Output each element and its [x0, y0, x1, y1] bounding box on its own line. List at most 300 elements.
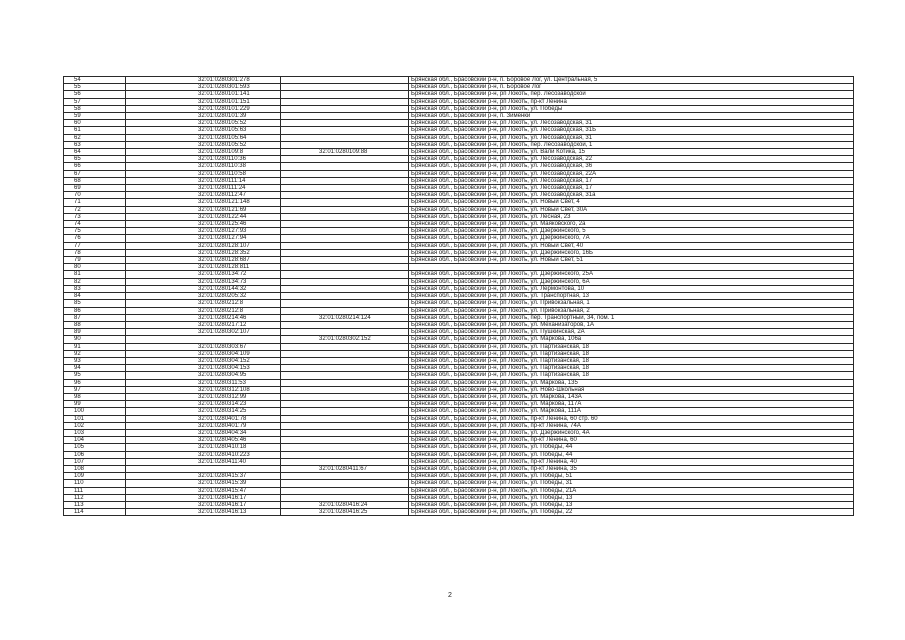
- cadastral-number-cell: 32:01:0280312:99: [126, 393, 281, 400]
- row-number-cell: 55: [64, 84, 126, 91]
- cadastral-number-cell: 32:01:0280404:34: [126, 429, 281, 436]
- row-number-cell: 113: [64, 501, 126, 508]
- linked-cadastral-number-cell: 32:01:0280214:124: [281, 314, 409, 321]
- row-number-cell: 94: [64, 365, 126, 372]
- address-cell: Брянская обл., Брасовский р-н, рп Локоть, ул. Маркова, 111А: [409, 408, 854, 415]
- linked-cadastral-number-cell: [281, 120, 409, 127]
- cadastral-number-cell: 32:01:0280401:78: [126, 415, 281, 422]
- table-row: [64, 271, 854, 278]
- row-number-cell: 66: [64, 163, 126, 170]
- row-number-cell: 77: [64, 242, 126, 249]
- row-number-cell: 102: [64, 422, 126, 429]
- linked-cadastral-number-cell: [281, 437, 409, 444]
- cadastral-number-cell: 32:01:0280144:32: [126, 285, 281, 292]
- cadastral-number-cell: 32:01:0280410:18: [126, 444, 281, 451]
- row-number-cell: 73: [64, 213, 126, 220]
- row-number-cell: 76: [64, 235, 126, 242]
- row-number-cell: 101: [64, 415, 126, 422]
- address-cell: Брянская обл., Брасовский р-н, рп Локоть, ул. Транспортная, 13: [409, 293, 854, 300]
- table-row: [64, 221, 854, 228]
- linked-cadastral-number-cell: [281, 422, 409, 429]
- cadastral-number-cell: 32:01:0280314:23: [126, 401, 281, 408]
- table-row: [64, 156, 854, 163]
- linked-cadastral-number-cell: [281, 206, 409, 213]
- row-number-cell: 59: [64, 113, 126, 120]
- address-cell: Брянская обл., Брасовский р-н, рп Локоть, ул. Дзержинского, 7А: [409, 235, 854, 242]
- linked-cadastral-number-cell: [281, 444, 409, 451]
- address-cell: Брянская обл., Брасовский р-н, рп Локоть, ул. Победы, 21А: [409, 487, 854, 494]
- row-number-cell: 54: [64, 77, 126, 84]
- address-cell: Брянская обл., Брасовский р-н, рп Локоть, ул. Новый Свет, 40: [409, 242, 854, 249]
- table-row: [64, 437, 854, 444]
- linked-cadastral-number-cell: [281, 321, 409, 328]
- address-cell: Брянская обл., Брасовский р-н, рп Локоть, ул. Привокзальная, 2: [409, 307, 854, 314]
- address-cell: Брянская обл., Брасовский р-н, рп Локоть, ул. Дзержинского, 5: [409, 228, 854, 235]
- linked-cadastral-number-cell: [281, 113, 409, 120]
- address-cell: Брянская обл., Брасовский р-н, рп Локоть, ул. Лесозаводская, 36: [409, 163, 854, 170]
- cadastral-number-cell: 32:01:0280125:46: [126, 221, 281, 228]
- row-number-cell: 79: [64, 257, 126, 264]
- cadastral-number-cell: 32:01:0280205:32: [126, 293, 281, 300]
- linked-cadastral-number-cell: [281, 350, 409, 357]
- linked-cadastral-number-cell: [281, 429, 409, 436]
- row-number-cell: 103: [64, 429, 126, 436]
- cadastral-number-cell: 32:01:0280304:152: [126, 357, 281, 364]
- table-row: [64, 300, 854, 307]
- cadastral-number-cell: 32:01:0280217:12: [126, 321, 281, 328]
- table-row: [64, 149, 854, 156]
- linked-cadastral-number-cell: [281, 415, 409, 422]
- address-cell: Брянская обл., Брасовский р-н, рп Локоть, ул. Дзержинского, 4А: [409, 429, 854, 436]
- linked-cadastral-number-cell: [281, 221, 409, 228]
- row-number-cell: 98: [64, 393, 126, 400]
- linked-cadastral-number-cell: [281, 199, 409, 206]
- cadastral-number-cell: 32:01:0280127:94: [126, 235, 281, 242]
- linked-cadastral-number-cell: [281, 228, 409, 235]
- row-number-cell: 91: [64, 343, 126, 350]
- linked-cadastral-number-cell: [281, 357, 409, 364]
- property-table: [63, 76, 854, 516]
- linked-cadastral-number-cell: [281, 257, 409, 264]
- page-number: 2: [448, 592, 452, 599]
- row-number-cell: 87: [64, 314, 126, 321]
- linked-cadastral-number-cell: [281, 458, 409, 465]
- address-cell: [409, 264, 854, 271]
- linked-cadastral-number-cell: [281, 307, 409, 314]
- linked-cadastral-number-cell: [281, 213, 409, 220]
- linked-cadastral-number-cell: [281, 105, 409, 112]
- row-number-cell: 65: [64, 156, 126, 163]
- cadastral-number-cell: 32:01:0280405:46: [126, 437, 281, 444]
- linked-cadastral-number-cell: 32:01:0280416:24: [281, 501, 409, 508]
- row-number-cell: 112: [64, 494, 126, 501]
- table-row: [64, 473, 854, 480]
- table-row: [64, 91, 854, 98]
- table-row: [64, 501, 854, 508]
- address-cell: Брянская обл., Брасовский р-н, рп Локоть, ул. Лесозаводская, 17: [409, 185, 854, 192]
- linked-cadastral-number-cell: [281, 177, 409, 184]
- cadastral-number-cell: [126, 336, 281, 343]
- cadastral-number-cell: 32:01:0280101:229: [126, 105, 281, 112]
- table-row: [64, 365, 854, 372]
- address-cell: Брянская обл., Брасовский р-н, рп Локоть, пер. Лесозаводской, 1: [409, 141, 854, 148]
- table-row: [64, 314, 854, 321]
- table-row: [64, 192, 854, 199]
- row-number-cell: 82: [64, 278, 126, 285]
- address-cell: Брянская обл., Брасовский р-н, рп Локоть, ул. Партизанская, 18: [409, 372, 854, 379]
- linked-cadastral-number-cell: 32:01:0280302:152: [281, 336, 409, 343]
- cadastral-number-cell: 32:01:0280134:72: [126, 271, 281, 278]
- table-row: [64, 120, 854, 127]
- row-number-cell: 92: [64, 350, 126, 357]
- address-cell: Брянская обл., Брасовский р-н, рп Локоть, ул. Партизанская, 18: [409, 365, 854, 372]
- cadastral-number-cell: 32:01:0280134:73: [126, 278, 281, 285]
- linked-cadastral-number-cell: 32:01:0280411:67: [281, 465, 409, 472]
- row-number-cell: 88: [64, 321, 126, 328]
- table-row: [64, 242, 854, 249]
- address-cell: Брянская обл., Брасовский р-н, рп Локоть, ул. Новый Свет, 51: [409, 257, 854, 264]
- cadastral-number-cell: 32:01:0280128:352: [126, 249, 281, 256]
- row-number-cell: 86: [64, 307, 126, 314]
- row-number-cell: 81: [64, 271, 126, 278]
- cadastral-number-cell: 32:01:0280105:52: [126, 141, 281, 148]
- row-number-cell: 61: [64, 127, 126, 134]
- cadastral-number-cell: 32:01:0280410:223: [126, 451, 281, 458]
- address-cell: Брянская обл., Брасовский р-н, рп Локоть, ул. Лесозаводская, 22А: [409, 170, 854, 177]
- row-number-cell: 68: [64, 177, 126, 184]
- linked-cadastral-number-cell: [281, 249, 409, 256]
- cadastral-number-cell: 32:01:0280301:278: [126, 77, 281, 84]
- linked-cadastral-number-cell: [281, 480, 409, 487]
- cadastral-number-cell: 32:01:0280110:38: [126, 163, 281, 170]
- linked-cadastral-number-cell: 32:01:0280109:88: [281, 149, 409, 156]
- linked-cadastral-number-cell: [281, 365, 409, 372]
- cadastral-number-cell: 32:01:0280121:148: [126, 199, 281, 206]
- row-number-cell: 89: [64, 329, 126, 336]
- row-number-cell: 58: [64, 105, 126, 112]
- table-row: [64, 105, 854, 112]
- table-row: [64, 350, 854, 357]
- row-number-cell: 63: [64, 141, 126, 148]
- address-cell: Брянская обл., Брасовский р-н, рп Локоть, ул. Новый Свет, 4: [409, 199, 854, 206]
- row-number-cell: 96: [64, 379, 126, 386]
- table-row: [64, 357, 854, 364]
- cadastral-number-cell: 32:01:0280401:79: [126, 422, 281, 429]
- address-cell: Брянская обл., Брасовский р-н, рп Локоть, ул. Лесозаводская, 17: [409, 177, 854, 184]
- address-cell: Брянская обл., Брасовский р-н, рп Локоть, ул. Маяковского, 2а: [409, 221, 854, 228]
- cadastral-number-cell: 32:01:0280415:37: [126, 473, 281, 480]
- linked-cadastral-number-cell: [281, 271, 409, 278]
- cadastral-number-cell: 32:01:0280415:47: [126, 487, 281, 494]
- linked-cadastral-number-cell: [281, 156, 409, 163]
- linked-cadastral-number-cell: [281, 393, 409, 400]
- address-cell: Брянская обл., Брасовский р-н, п. Зименки: [409, 113, 854, 120]
- linked-cadastral-number-cell: [281, 343, 409, 350]
- cadastral-number-cell: 32:01:0280416:17: [126, 501, 281, 508]
- address-cell: Брянская обл., Брасовский р-н, рп Локоть, пр-кт Ленина, 35: [409, 465, 854, 472]
- table-row: [64, 84, 854, 91]
- address-cell: Брянская обл., Брасовский р-н, рп Локоть, ул. Ново-Школьная: [409, 386, 854, 393]
- table-row: [64, 249, 854, 256]
- address-cell: Брянская обл., Брасовский р-н, рп Локоть, ул. Партизанская, 18: [409, 343, 854, 350]
- address-cell: Брянская обл., Брасовский р-н, рп Локоть, ул. Маркова, 106а: [409, 336, 854, 343]
- table-row: [64, 113, 854, 120]
- linked-cadastral-number-cell: [281, 386, 409, 393]
- linked-cadastral-number-cell: [281, 451, 409, 458]
- cadastral-number-cell: 32:01:0280416:13: [126, 509, 281, 516]
- cadastral-number-cell: 32:01:0280128:107: [126, 242, 281, 249]
- row-number-cell: 71: [64, 199, 126, 206]
- row-number-cell: 56: [64, 91, 126, 98]
- cadastral-number-cell: 32:01:0280304:109: [126, 350, 281, 357]
- table-row: [64, 509, 854, 516]
- linked-cadastral-number-cell: [281, 170, 409, 177]
- address-cell: Брянская обл., Брасовский р-н, рп Локоть, ул. Вали Котика, 15: [409, 149, 854, 156]
- cadastral-number-cell: 32:01:0280110:58: [126, 170, 281, 177]
- address-cell: Брянская обл., Брасовский р-н, рп Локоть, ул. Дзержинского, 6А: [409, 278, 854, 285]
- linked-cadastral-number-cell: [281, 235, 409, 242]
- row-number-cell: 78: [64, 249, 126, 256]
- row-number-cell: 75: [64, 228, 126, 235]
- cadastral-number-cell: 32:01:0280109:8: [126, 149, 281, 156]
- cadastral-number-cell: 32:01:0280111:24: [126, 185, 281, 192]
- table-row: [64, 127, 854, 134]
- table-row: [64, 480, 854, 487]
- table-row: [64, 264, 854, 271]
- table-row: [64, 336, 854, 343]
- cadastral-number-cell: 32:01:0280101:141: [126, 91, 281, 98]
- address-cell: Брянская обл., Брасовский р-н, рп Локоть, ул. Лесная, 23: [409, 213, 854, 220]
- address-cell: Брянская обл., Брасовский р-н, рп Локоть, ул. Победы: [409, 105, 854, 112]
- address-cell: Брянская обл., Брасовский р-н, рп Локоть, ул. Пушкинская, 2А: [409, 329, 854, 336]
- address-cell: Брянская обл., Брасовский р-н, рп Локоть, пр-кт Ленина, 60 стр. 60: [409, 415, 854, 422]
- address-cell: Брянская обл., Брасовский р-н, рп Локоть, ул. Победы, 44: [409, 451, 854, 458]
- linked-cadastral-number-cell: [281, 473, 409, 480]
- address-cell: Брянская обл., Брасовский р-н, рп Локоть, ул. Лесозаводская, 31а: [409, 192, 854, 199]
- table-row: [64, 134, 854, 141]
- table-row: [64, 98, 854, 105]
- cadastral-number-cell: 32:01:0280301:593: [126, 84, 281, 91]
- table-row: [64, 386, 854, 393]
- table-row: [64, 444, 854, 451]
- row-number-cell: 97: [64, 386, 126, 393]
- linked-cadastral-number-cell: [281, 372, 409, 379]
- cadastral-number-cell: 32:01:0280101:151: [126, 98, 281, 105]
- row-number-cell: 57: [64, 98, 126, 105]
- linked-cadastral-number-cell: [281, 163, 409, 170]
- cadastral-number-cell: 32:01:0280112:47: [126, 192, 281, 199]
- linked-cadastral-number-cell: [281, 141, 409, 148]
- address-cell: Брянская обл., Брасовский р-н, рп Локоть, ул. Победы, 22: [409, 509, 854, 516]
- cadastral-number-cell: 32:01:0280105:64: [126, 134, 281, 141]
- table-row: [64, 213, 854, 220]
- cadastral-number-cell: 32:01:0280101:39: [126, 113, 281, 120]
- row-number-cell: 80: [64, 264, 126, 271]
- address-cell: Брянская обл., Брасовский р-н, рп Локоть, ул. Маркова, 117А: [409, 401, 854, 408]
- linked-cadastral-number-cell: [281, 242, 409, 249]
- address-cell: Брянская обл., Брасовский р-н, рп Локоть, пер. Транспортный, 34, пом. 1: [409, 314, 854, 321]
- cadastral-number-cell: 32:01:0280416:17: [126, 494, 281, 501]
- table-row: [64, 163, 854, 170]
- address-cell: Брянская обл., Брасовский р-н, рп Локоть, ул. Победы, 13: [409, 501, 854, 508]
- linked-cadastral-number-cell: [281, 84, 409, 91]
- cadastral-number-cell: 32:01:0280214:46: [126, 314, 281, 321]
- cadastral-number-cell: 32:01:0280111:14: [126, 177, 281, 184]
- table-row: [64, 170, 854, 177]
- table-row: [64, 487, 854, 494]
- table-row: [64, 451, 854, 458]
- linked-cadastral-number-cell: [281, 77, 409, 84]
- table-row: [64, 77, 854, 84]
- address-cell: Брянская обл., Брасовский р-н, рп Локоть, пр-кт Ленина, 40: [409, 458, 854, 465]
- cadastral-number-cell: 32:01:0280128:687: [126, 257, 281, 264]
- address-cell: Брянская обл., Брасовский р-н, рп Локоть, ул. Механизаторов, 1А: [409, 321, 854, 328]
- address-cell: Брянская обл., Брасовский р-н, рп Локоть, ул. Партизанская, 18: [409, 357, 854, 364]
- table-row: [64, 141, 854, 148]
- row-number-cell: 70: [64, 192, 126, 199]
- row-number-cell: 108: [64, 465, 126, 472]
- table-row: [64, 379, 854, 386]
- linked-cadastral-number-cell: 32:01:0280416:25: [281, 509, 409, 516]
- cadastral-number-cell: 32:01:0280212:8: [126, 300, 281, 307]
- table-row: [64, 393, 854, 400]
- row-number-cell: 110: [64, 480, 126, 487]
- address-cell: Брянская обл., Брасовский р-н, рп Локоть, ул. Лермонтова, 10: [409, 285, 854, 292]
- linked-cadastral-number-cell: [281, 379, 409, 386]
- table-row: [64, 199, 854, 206]
- linked-cadastral-number-cell: [281, 192, 409, 199]
- row-number-cell: 100: [64, 408, 126, 415]
- cadastral-number-cell: 32:01:0280311:53: [126, 379, 281, 386]
- property-table-body: [64, 77, 854, 516]
- address-cell: Брянская обл., Брасовский р-н, рп Локоть, ул. Лесозаводская, 22: [409, 156, 854, 163]
- row-number-cell: 105: [64, 444, 126, 451]
- row-number-cell: 60: [64, 120, 126, 127]
- row-number-cell: 106: [64, 451, 126, 458]
- cadastral-number-cell: 32:01:0280312:108: [126, 386, 281, 393]
- table-row: [64, 285, 854, 292]
- row-number-cell: 74: [64, 221, 126, 228]
- address-cell: Брянская обл., Брасовский р-н, п. Боровое Лог: [409, 84, 854, 91]
- linked-cadastral-number-cell: [281, 401, 409, 408]
- row-number-cell: 109: [64, 473, 126, 480]
- address-cell: Брянская обл., Брасовский р-н, рп Локоть, ул. Победы, 51: [409, 473, 854, 480]
- table-row: [64, 494, 854, 501]
- cadastral-number-cell: 32:01:0280128:811: [126, 264, 281, 271]
- address-cell: Брянская обл., Брасовский р-н, рп Локоть, пр-кт Ленина, 74А: [409, 422, 854, 429]
- linked-cadastral-number-cell: [281, 487, 409, 494]
- address-cell: Брянская обл., Брасовский р-н, рп Локоть, ул. Дзержинского, 16Б: [409, 249, 854, 256]
- linked-cadastral-number-cell: [281, 127, 409, 134]
- row-number-cell: 67: [64, 170, 126, 177]
- cadastral-number-cell: 32:01:0280110:36: [126, 156, 281, 163]
- address-cell: Брянская обл., Брасовский р-н, рп Локоть, ул. Победы, 13: [409, 494, 854, 501]
- linked-cadastral-number-cell: [281, 264, 409, 271]
- cadastral-number-cell: 32:01:0280415:39: [126, 480, 281, 487]
- cadastral-number-cell: 32:01:0280122:44: [126, 213, 281, 220]
- address-cell: Брянская обл., Брасовский р-н, рп Локоть, ул. Победы, 31: [409, 480, 854, 487]
- cadastral-number-cell: 32:01:0280212:8: [126, 307, 281, 314]
- table-row: [64, 429, 854, 436]
- address-cell: Брянская обл., Брасовский р-н, рп Локоть, ул. Лесозаводская, 31: [409, 134, 854, 141]
- row-number-cell: 99: [64, 401, 126, 408]
- cadastral-number-cell: 32:01:0280304:153: [126, 365, 281, 372]
- address-cell: Брянская обл., Брасовский р-н, рп Локоть, пр-кт Ленина: [409, 98, 854, 105]
- cadastral-number-cell: 32:01:0280314:25: [126, 408, 281, 415]
- row-number-cell: 90: [64, 336, 126, 343]
- table-row: [64, 415, 854, 422]
- table-row: [64, 177, 854, 184]
- address-cell: Брянская обл., Брасовский р-н, рп Локоть, ул. Маркова, 135: [409, 379, 854, 386]
- row-number-cell: 107: [64, 458, 126, 465]
- address-cell: Брянская обл., Брасовский р-н, рп Локоть, ул. Партизанская, 18: [409, 350, 854, 357]
- row-number-cell: 62: [64, 134, 126, 141]
- row-number-cell: 84: [64, 293, 126, 300]
- linked-cadastral-number-cell: [281, 494, 409, 501]
- row-number-cell: 69: [64, 185, 126, 192]
- table-row: [64, 206, 854, 213]
- table-row: [64, 235, 854, 242]
- address-cell: Брянская обл., Брасовский р-н, рп Локоть, ул. Лесозаводская, 31Б: [409, 127, 854, 134]
- table-row: [64, 293, 854, 300]
- table-row: [64, 185, 854, 192]
- address-cell: Брянская обл., Брасовский р-н, рп Локоть, ул. Дзержинского, 25А: [409, 271, 854, 278]
- row-number-cell: 64: [64, 149, 126, 156]
- address-cell: Брянская обл., Брасовский р-н, рп Локоть, пр-кт Ленина, 60: [409, 437, 854, 444]
- table-row: [64, 408, 854, 415]
- address-cell: Брянская обл., Брасовский р-н, рп Локоть, ул. Новый Свет, 30А: [409, 206, 854, 213]
- address-cell: Брянская обл., Брасовский р-н, рп Локоть, ул. Победы, 44: [409, 444, 854, 451]
- linked-cadastral-number-cell: [281, 293, 409, 300]
- row-number-cell: 83: [64, 285, 126, 292]
- row-number-cell: 104: [64, 437, 126, 444]
- row-number-cell: 93: [64, 357, 126, 364]
- address-cell: Брянская обл., Брасовский р-н, рп Локоть, ул. Маркова, 143А: [409, 393, 854, 400]
- cadastral-number-cell: 32:01:0280303:67: [126, 343, 281, 350]
- row-number-cell: 111: [64, 487, 126, 494]
- table-row: [64, 372, 854, 379]
- row-number-cell: 95: [64, 372, 126, 379]
- linked-cadastral-number-cell: [281, 300, 409, 307]
- address-cell: Брянская обл., Брасовский р-н, рп Локоть, ул. Лесозаводская, 31: [409, 120, 854, 127]
- linked-cadastral-number-cell: [281, 285, 409, 292]
- cadastral-number-cell: 32:01:0280105:52: [126, 120, 281, 127]
- cadastral-number-cell: [126, 465, 281, 472]
- cadastral-number-cell: 32:01:0280411:40: [126, 458, 281, 465]
- table-row: [64, 422, 854, 429]
- table-row: [64, 343, 854, 350]
- table-row: [64, 278, 854, 285]
- linked-cadastral-number-cell: [281, 134, 409, 141]
- table-row: [64, 329, 854, 336]
- cadastral-number-cell: 32:01:0280121:69: [126, 206, 281, 213]
- table-row: [64, 228, 854, 235]
- address-cell: Брянская обл., Брасовский р-н, рп Локоть, ул. Привокзальная, 1: [409, 300, 854, 307]
- linked-cadastral-number-cell: [281, 329, 409, 336]
- table-row: [64, 458, 854, 465]
- table-row: [64, 321, 854, 328]
- linked-cadastral-number-cell: [281, 278, 409, 285]
- row-number-cell: 85: [64, 300, 126, 307]
- linked-cadastral-number-cell: [281, 91, 409, 98]
- linked-cadastral-number-cell: [281, 185, 409, 192]
- table-row: [64, 257, 854, 264]
- cadastral-number-cell: 32:01:0280105:63: [126, 127, 281, 134]
- cadastral-number-cell: 32:01:0280304:95: [126, 372, 281, 379]
- table-row: [64, 401, 854, 408]
- row-number-cell: 72: [64, 206, 126, 213]
- linked-cadastral-number-cell: [281, 98, 409, 105]
